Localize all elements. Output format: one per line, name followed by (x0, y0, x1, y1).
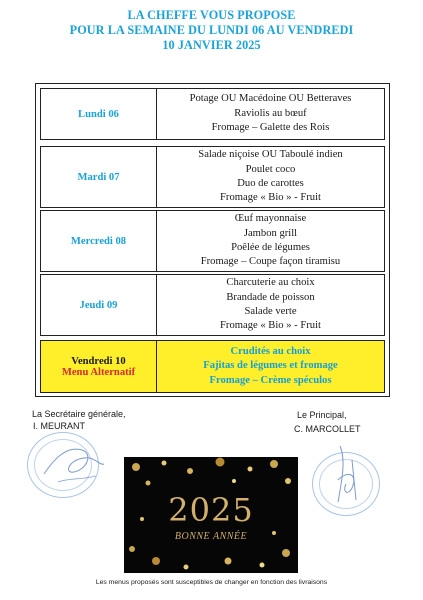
poster-year: 2025 (168, 491, 254, 529)
signature-left (38, 436, 108, 494)
dish-item: Fromage « Bio » - Fruit (220, 192, 321, 204)
day-label: Lundi 06 (41, 89, 157, 139)
day-label: Jeudi 09 (41, 275, 157, 335)
signature-right (322, 440, 372, 510)
day-label: Mercredi 08 (41, 211, 157, 271)
poster-greeting: BONNE ANNÉE (174, 531, 248, 542)
menu-disclaimer: Les menus proposés sont susceptibles de changer en fonction des livraisons (95, 579, 328, 586)
secretary-name: I. MEURANT (33, 421, 86, 431)
dish-item: Poêlée de légumes (231, 242, 310, 253)
header-line-2: POUR LA SEMAINE DU LUNDI 06 AU VENDREDI (69, 23, 354, 37)
dish-list (157, 147, 384, 207)
dish-item: Brandade de poisson (226, 291, 315, 303)
day-label: Vendredi 10 (71, 355, 126, 367)
principal-name: C. MARCOLLET (294, 424, 361, 434)
alternative-menu-label: Menu Alternatif (61, 366, 136, 378)
dish-item: Jambon grill (243, 227, 298, 239)
secretary-title: La Secrétaire générale, (32, 409, 126, 419)
dish-item: Fajitas de légumes et fromage (203, 360, 338, 372)
day-row-thursday (40, 274, 385, 336)
day-row-wednesday (40, 210, 385, 272)
dish-item: Potage OU Macédoine OU Betteraves (189, 93, 352, 105)
dish-item: Salade niçoise OU Taboulé indien (198, 149, 343, 161)
header-line-1: LA CHEFFE VOUS PROPOSE (127, 8, 296, 22)
header-line-3: 10 JANVIER 2025 (162, 38, 261, 52)
day-row-monday (40, 88, 385, 140)
dish-list (157, 211, 384, 271)
dish-list (157, 275, 384, 335)
dish-item: Salade verte (244, 306, 297, 317)
principal-title: Le Principal, (297, 410, 347, 420)
dish-item: Charcuterie au choix (226, 277, 315, 289)
new-year-poster (124, 457, 298, 573)
dish-item: Poulet coco (245, 163, 296, 175)
dish-list (157, 89, 384, 139)
dish-list (157, 341, 384, 392)
day-row-friday-alternative (40, 340, 385, 393)
dish-item: Fromage « Bio » - Fruit (220, 320, 321, 332)
dish-item: Fromage – Galette des Rois (211, 122, 330, 134)
day-cell (41, 341, 157, 392)
dish-item: Œuf mayonnaise (234, 213, 307, 225)
dish-item: Fromage – Coupe façon tiramisu (200, 256, 341, 268)
dish-item: Fromage – Crème spéculos (209, 374, 332, 386)
day-row-tuesday (40, 146, 385, 208)
dish-item: Crudités au choix (230, 345, 311, 357)
dish-item: Raviolis au bœuf (234, 107, 307, 119)
menu-header (0, 8, 423, 53)
day-label: Mardi 07 (41, 147, 157, 207)
dish-item: Duo de carottes (237, 178, 304, 189)
